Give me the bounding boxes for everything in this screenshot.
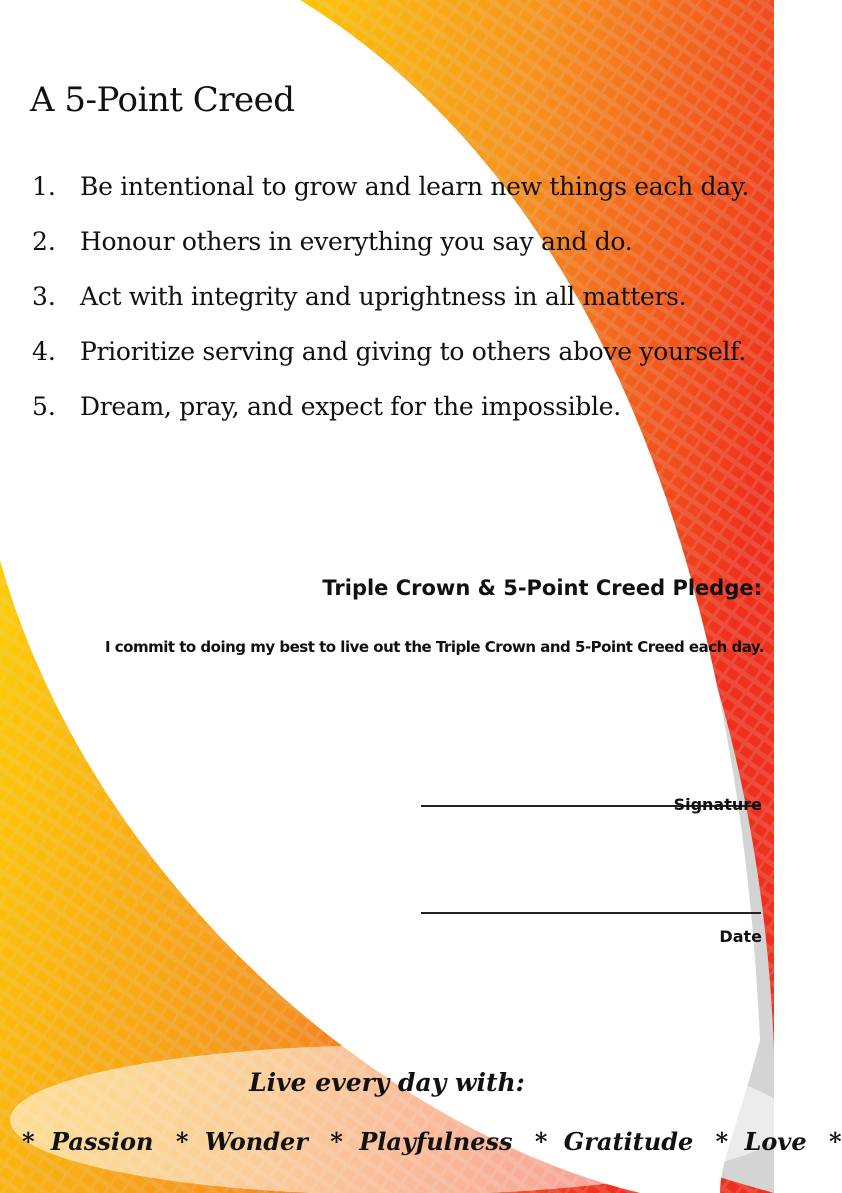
date-line[interactable]	[421, 912, 761, 914]
creed-text: Be intentional to grow and learn new things each day.	[80, 172, 750, 201]
motto-heading: Live every day with:	[249, 1068, 525, 1097]
creed-number: 4.	[32, 337, 56, 366]
value-love: Love	[744, 1127, 807, 1156]
creed-number: 1.	[32, 172, 56, 201]
creed-item	[28, 272, 768, 327]
creed-list	[28, 162, 768, 437]
creed-text: Dream, pray, and expect for the impossible.	[80, 392, 621, 421]
creed-text: Honour others in everything you say and do.	[80, 227, 633, 256]
value-wonder: Wonder	[204, 1127, 308, 1156]
creed-text: Act with integrity and uprightness in all matters.	[80, 282, 687, 311]
creed-item	[28, 217, 768, 272]
page-title: A 5-Point Creed	[30, 80, 295, 120]
value-playfulness: Playfulness	[359, 1127, 513, 1156]
pledge-heading: Triple Crown & 5-Point Creed Pledge:	[322, 576, 762, 600]
value-separator: *	[330, 1127, 343, 1156]
pledge-statement: I commit to doing my best to live out the Triple Crown and 5-Point Creed each day.	[104, 638, 764, 656]
value-separator: *	[715, 1127, 729, 1156]
value-passion: Passion	[50, 1127, 154, 1156]
creed-item	[28, 382, 768, 437]
value-separator: *	[22, 1127, 35, 1156]
creed-item	[28, 162, 768, 217]
creed-text: Prioritize serving and giving to others above yourself.	[80, 337, 746, 366]
values-line	[22, 1127, 842, 1156]
value-separator: *	[829, 1127, 842, 1156]
creed-number: 3.	[32, 282, 56, 311]
signature-label: Signature	[673, 795, 762, 814]
creed-number: 2.	[32, 227, 56, 256]
creed-number: 5.	[32, 392, 56, 421]
value-separator: *	[534, 1127, 548, 1156]
value-gratitude: Gratitude	[563, 1127, 694, 1156]
creed-item	[28, 327, 768, 382]
value-separator: *	[175, 1127, 189, 1156]
date-label: Date	[719, 927, 762, 946]
